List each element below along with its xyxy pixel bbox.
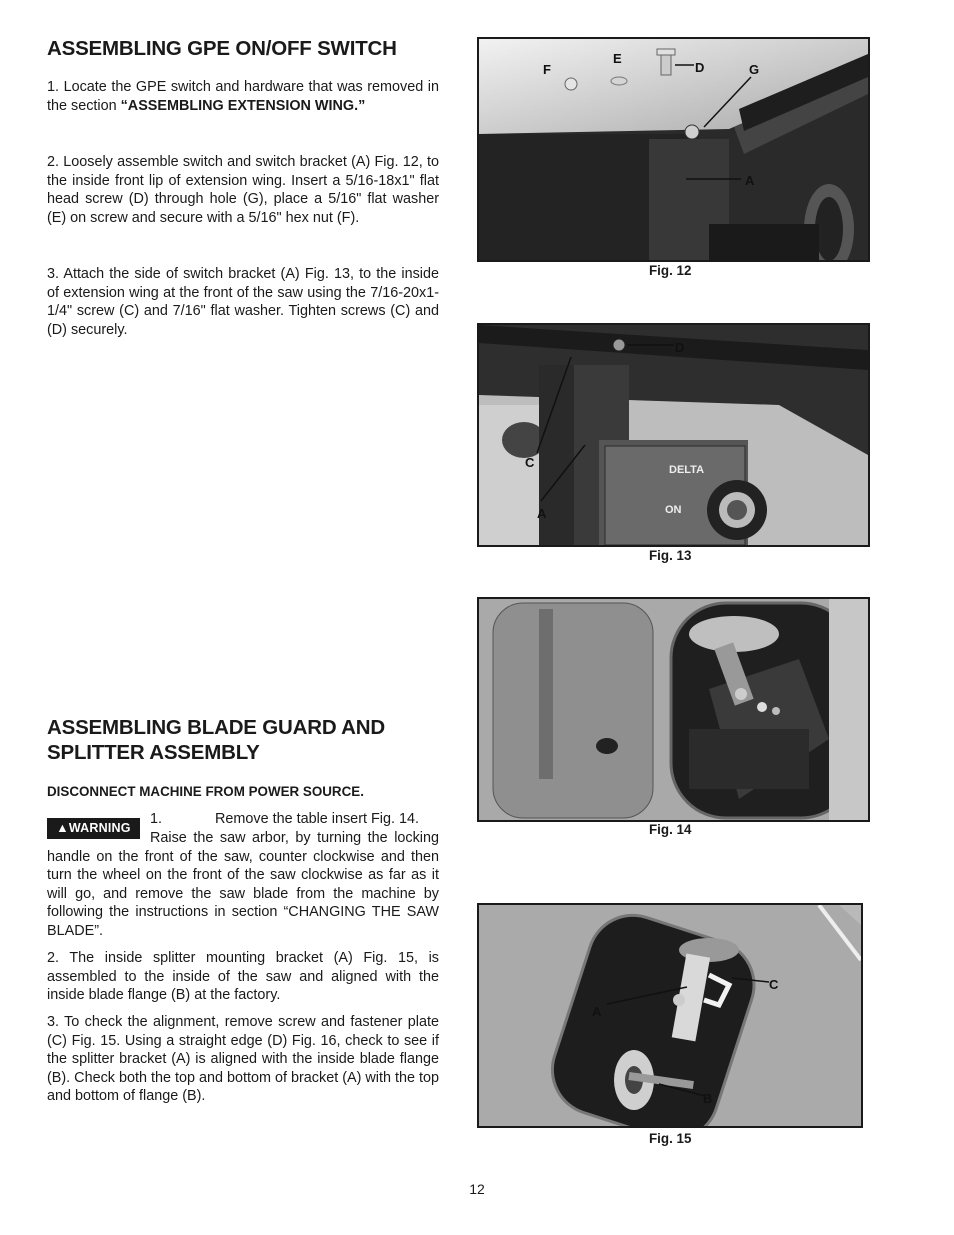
figure-14-caption: Fig. 14 [649, 822, 692, 837]
fig12-label-g: G [749, 62, 760, 77]
gpe-step-1: 1. Locate the GPE switch and hardware that was removed in the section “ASSEMBLING EXTENSION WING.” [47, 79, 439, 114]
section-title-blade-guard: ASSEMBLING BLADE GUARD AND SPLITTER ASSEMBLY [47, 716, 385, 764]
blade-step-1-body: Raise the saw arbor, by turning the locking handle on the front of the saw, counter clockwise and then turn the wheel on the front of the saw clockwise as far as it will go, and remove the saw blade from the machine by following the instructions in section “CHANGING THE SAW BLADE”. [47, 830, 439, 939]
fig12-label-a: A [745, 173, 755, 188]
fig13-label-d: D [675, 340, 685, 355]
fig13-label-c: C [525, 455, 535, 470]
blade-step-2: 2. The inside splitter mounting bracket (A) Fig. 15, is assembled to the inside of the saw and aligned with the inside blade flange (B) at the factory. [47, 950, 439, 1004]
figure-14-photo [477, 597, 870, 822]
figure-15-photo [477, 903, 863, 1128]
blade-step-1-first-line: 1. Remove the table insert Fig. 14. [150, 811, 419, 827]
figure-12-photo [477, 37, 870, 262]
gpe-step-3: 3. Attach the side of switch bracket (A) Fig. 13, to the inside of extension wing at the front of the saw using the 7/16-20x1-1/4" screw (C) and 7/16" flat washer. Tighten screws (C) and (D) securely. [47, 266, 439, 338]
fig15-label-c: C [769, 977, 779, 992]
fig13-switch-text: ON [665, 504, 682, 516]
disconnect-notice: DISCONNECT MACHINE FROM POWER SOURCE. [47, 784, 364, 799]
fig12-label-d: D [695, 60, 705, 75]
fig12-label-f: F [543, 62, 551, 77]
fig15-label-b: B [703, 1091, 713, 1106]
figure-15-caption: Fig. 15 [649, 1131, 692, 1146]
fig13-brand-text: DELTA [669, 464, 705, 476]
fig12-label-e: E [613, 51, 622, 66]
blade-step-3: 3. To check the alignment, remove screw and fastener plate (C) Fig. 15. Using a straight edge (D) Fig. 16, check to see if the splitter bracket (A) is aligned with the inside blade flange (B). Check both the top and bottom of bracket (A) with the top and bottom of flange (B). [47, 1014, 439, 1105]
gpe-step-2: 2. Loosely assemble switch and switch bracket (A) Fig. 12, to the inside front lip of extension wing. Insert a 5/16-18x1" flat head screw (D) through hole (G), place a 5/16" flat washer (E) on screw and secure with a 5/16" hex nut (F). [47, 154, 439, 226]
fig13-label-a: A [537, 506, 547, 521]
warning-triangle-icon: ▲ [56, 821, 69, 835]
figure-13-caption: Fig. 13 [649, 548, 692, 563]
figure-13-photo [477, 323, 870, 547]
page-number: 12 [469, 1181, 485, 1197]
figure-12-caption: Fig. 12 [649, 263, 692, 278]
warning-badge: ▲WARNING [47, 818, 140, 839]
section-title-gpe-switch: ASSEMBLING GPE ON/OFF SWITCH [47, 37, 397, 60]
fig15-label-a: A [592, 1004, 602, 1019]
